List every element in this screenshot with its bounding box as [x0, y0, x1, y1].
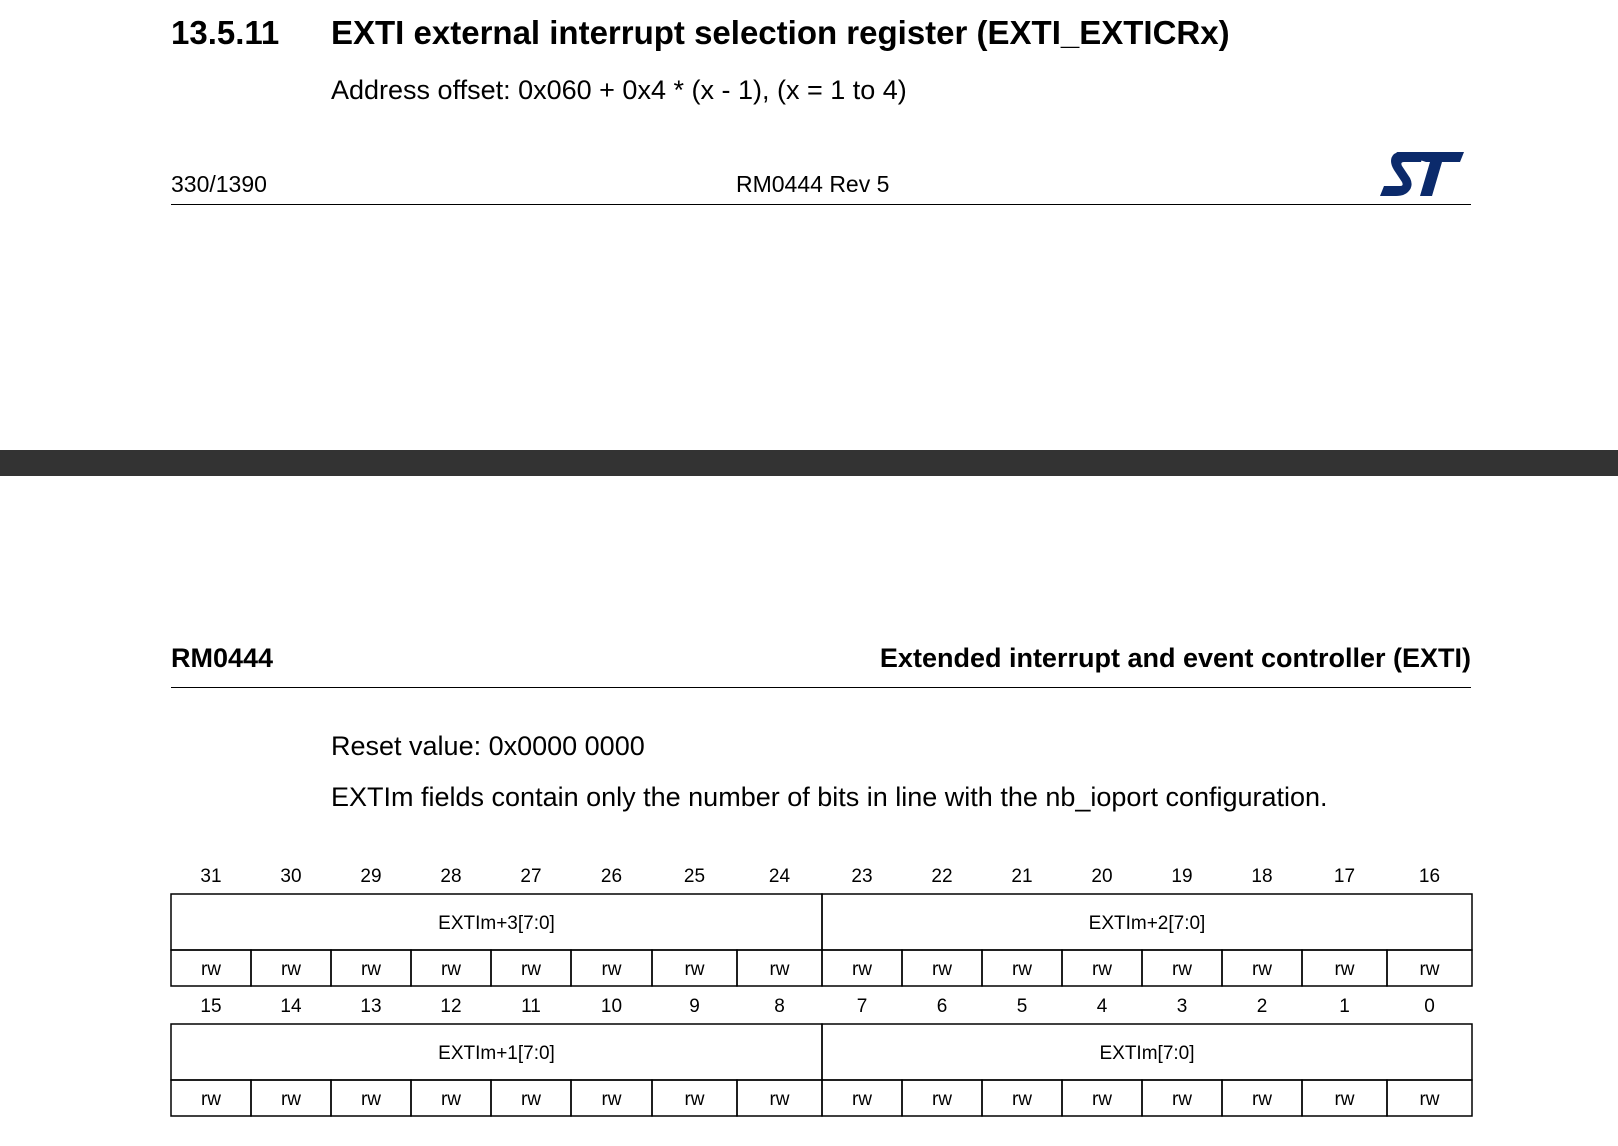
access-type: rw [440, 959, 462, 980]
register-field-name: EXTIm+3[7:0] [438, 913, 555, 934]
access-type: rw [1419, 959, 1440, 980]
bit-number: 1 [1339, 996, 1350, 1017]
access-type: rw [769, 959, 790, 980]
reset-value: Reset value: 0x0000 0000 [331, 731, 645, 761]
access-type: rw [1171, 1089, 1193, 1110]
access-type: rw [1011, 1089, 1033, 1110]
field-note: EXTIm fields contain only the number of bits in line with the nb_ioport configuration. [331, 782, 1328, 812]
address-offset: Address offset: 0x060 + 0x4 * (x - 1), (x = 1 to 4) [331, 75, 907, 105]
access-type: rw [360, 959, 382, 980]
section-title: EXTI external interrupt selection register (EXTI_EXTICRx) [331, 14, 1230, 51]
bit-number: 21 [1011, 866, 1033, 887]
access-type: rw [1091, 1089, 1113, 1110]
bit-number: 10 [600, 996, 623, 1017]
bit-number: 7 [856, 996, 868, 1017]
access-type: rw [200, 1089, 222, 1110]
bit-number: 27 [520, 866, 542, 887]
bit-number: 15 [200, 996, 222, 1017]
access-type: rw [931, 1089, 953, 1110]
access-type: rw [1011, 959, 1033, 980]
bit-number: 16 [1418, 866, 1441, 887]
bit-number: 26 [600, 866, 623, 887]
bit-number: 25 [683, 866, 706, 887]
bit-number: 22 [931, 866, 953, 887]
access-type: rw [851, 1089, 873, 1110]
access-type: rw [520, 959, 542, 980]
access-type: rw [1334, 959, 1355, 980]
section-number: 13.5.11 [171, 14, 280, 51]
access-type: rw [1334, 1089, 1355, 1110]
access-type: rw [1171, 959, 1193, 980]
page-number: 330/1390 [171, 171, 267, 197]
access-type: rw [1251, 1089, 1273, 1110]
access-type: rw [360, 1089, 382, 1110]
access-type: rw [601, 959, 622, 980]
access-type: rw [851, 959, 873, 980]
access-type: rw [440, 1089, 462, 1110]
access-type: rw [280, 959, 302, 980]
access-type: rw [520, 1089, 542, 1110]
document-id: RM0444 [171, 643, 274, 673]
bit-number: 13 [360, 996, 382, 1017]
bit-number: 29 [360, 866, 382, 887]
bit-number: 2 [1256, 996, 1268, 1017]
bit-number: 14 [280, 996, 302, 1017]
register-field-name: EXTIm+1[7:0] [438, 1043, 555, 1064]
bit-number: 12 [440, 996, 462, 1017]
bit-number: 24 [768, 866, 791, 887]
bit-number: 6 [936, 996, 948, 1017]
bit-number: 11 [521, 996, 541, 1017]
bit-number: 0 [1424, 996, 1435, 1017]
access-type: rw [280, 1089, 302, 1110]
bit-number: 23 [851, 866, 873, 887]
bit-number: 30 [280, 866, 302, 887]
bit-number: 17 [1333, 866, 1356, 887]
access-type: rw [601, 1089, 622, 1110]
bit-number: 19 [1171, 866, 1193, 887]
bit-number: 4 [1096, 996, 1108, 1017]
access-type: rw [931, 959, 953, 980]
access-type: rw [684, 1089, 705, 1110]
document-revision: RM0444 Rev 5 [736, 171, 890, 197]
access-type: rw [200, 959, 222, 980]
access-type: rw [1091, 959, 1113, 980]
bit-number: 5 [1016, 996, 1028, 1017]
bit-number: 9 [689, 996, 700, 1017]
access-type: rw [1251, 959, 1273, 980]
access-type: rw [769, 1089, 790, 1110]
bit-number: 28 [440, 866, 462, 887]
bit-number: 3 [1176, 996, 1188, 1017]
register-field-name: EXTIm[7:0] [1099, 1043, 1195, 1064]
bit-number: 31 [200, 866, 222, 887]
chapter-title: Extended interrupt and event controller (EXTI) [879, 643, 1471, 673]
register-field-name: EXTIm+2[7:0] [1088, 913, 1206, 934]
access-type: rw [684, 959, 705, 980]
bit-number: 18 [1251, 866, 1273, 887]
bit-number: 8 [774, 996, 785, 1017]
access-type: rw [1419, 1089, 1440, 1110]
bit-number: 20 [1091, 866, 1113, 887]
